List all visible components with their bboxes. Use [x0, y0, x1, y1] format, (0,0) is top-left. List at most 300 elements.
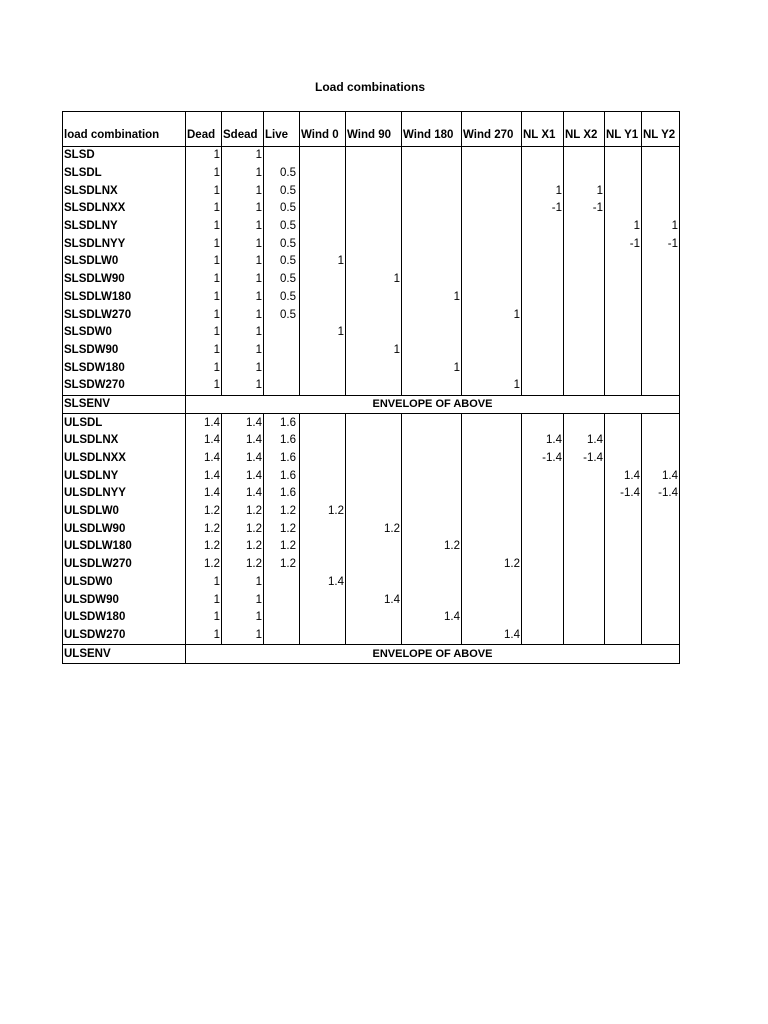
factor-cell: [522, 503, 564, 521]
factor-cell: [300, 591, 346, 609]
factor-cell: [642, 520, 680, 538]
factor-cell: [462, 271, 522, 289]
factor-cell: [522, 591, 564, 609]
table-row: [63, 414, 680, 432]
factor-cell: [402, 627, 462, 645]
factor-cell: 1: [186, 200, 222, 218]
factor-cell: 1: [222, 627, 264, 645]
factor-cell: [462, 450, 522, 468]
factor-cell: [402, 165, 462, 183]
factor-cell: [300, 485, 346, 503]
combination-name: ULSDW270: [63, 627, 186, 645]
factor-cell: 1.6: [264, 432, 300, 450]
column-header: Live: [264, 112, 300, 147]
factor-cell: 1.4: [642, 467, 680, 485]
combination-name: ULSDLNXX: [63, 450, 186, 468]
combination-name: ULSDLNY: [63, 467, 186, 485]
factor-cell: 1: [222, 324, 264, 342]
factor-cell: [605, 253, 642, 271]
factor-cell: [402, 432, 462, 450]
factor-cell: 1: [346, 271, 402, 289]
factor-cell: [564, 467, 605, 485]
factor-cell: [402, 485, 462, 503]
factor-cell: [522, 414, 564, 432]
factor-cell: [564, 503, 605, 521]
factor-cell: [642, 289, 680, 307]
factor-cell: [462, 432, 522, 450]
table-row: [63, 306, 680, 324]
table-row: [63, 218, 680, 236]
column-header: NL Y2: [642, 112, 680, 147]
factor-cell: [564, 147, 605, 165]
factor-cell: [522, 271, 564, 289]
table-row: [63, 253, 680, 271]
factor-cell: 1.6: [264, 414, 300, 432]
factor-cell: 1.2: [402, 538, 462, 556]
factor-cell: [402, 503, 462, 521]
factor-cell: [642, 147, 680, 165]
table-row: [63, 271, 680, 289]
factor-cell: [605, 591, 642, 609]
factor-cell: [522, 165, 564, 183]
factor-cell: [402, 306, 462, 324]
table-row: [63, 538, 680, 556]
factor-cell: [462, 218, 522, 236]
factor-cell: [642, 538, 680, 556]
factor-cell: [264, 324, 300, 342]
factor-cell: [346, 432, 402, 450]
factor-cell: [642, 574, 680, 592]
factor-cell: 1.6: [264, 485, 300, 503]
combination-name: ULSDL: [63, 414, 186, 432]
factor-cell: [462, 485, 522, 503]
factor-cell: [605, 147, 642, 165]
factor-cell: [300, 342, 346, 360]
envelope-row: [63, 395, 680, 414]
column-header: load combination: [63, 112, 186, 147]
factor-cell: [564, 485, 605, 503]
factor-cell: 1: [186, 377, 222, 395]
factor-cell: [642, 200, 680, 218]
factor-cell: [462, 147, 522, 165]
factor-cell: 1.2: [264, 520, 300, 538]
factor-cell: 1: [222, 165, 264, 183]
factor-cell: [642, 359, 680, 377]
factor-cell: 1.4: [186, 450, 222, 468]
table-row: [63, 377, 680, 395]
factor-cell: [300, 200, 346, 218]
table-row: [63, 200, 680, 218]
factor-cell: [522, 306, 564, 324]
factor-cell: [402, 147, 462, 165]
column-header: NL X2: [564, 112, 605, 147]
factor-cell: [300, 289, 346, 307]
factor-cell: [264, 147, 300, 165]
factor-cell: [346, 306, 402, 324]
factor-cell: [264, 574, 300, 592]
header-row: [63, 112, 680, 147]
factor-cell: 1: [222, 200, 264, 218]
factor-cell: -1.4: [522, 450, 564, 468]
factor-cell: [564, 218, 605, 236]
factor-cell: 1: [564, 182, 605, 200]
table-row: [63, 359, 680, 377]
combination-name: SLSDLW0: [63, 253, 186, 271]
factor-cell: [402, 414, 462, 432]
column-header: Sdead: [222, 112, 264, 147]
combination-name: SLSDLW90: [63, 271, 186, 289]
factor-cell: 1: [300, 324, 346, 342]
combination-name: SLSDLNX: [63, 182, 186, 200]
factor-cell: [605, 165, 642, 183]
factor-cell: [346, 218, 402, 236]
factor-cell: -1.4: [642, 485, 680, 503]
table-row: [63, 289, 680, 307]
factor-cell: 1.2: [346, 520, 402, 538]
factor-cell: 0.5: [264, 289, 300, 307]
factor-cell: 1: [522, 182, 564, 200]
factor-cell: [642, 627, 680, 645]
factor-cell: [522, 342, 564, 360]
factor-cell: 1: [186, 609, 222, 627]
factor-cell: [462, 574, 522, 592]
factor-cell: [346, 467, 402, 485]
factor-cell: [462, 253, 522, 271]
factor-cell: [642, 556, 680, 574]
factor-cell: [522, 538, 564, 556]
factor-cell: 1: [222, 342, 264, 360]
factor-cell: [346, 450, 402, 468]
factor-cell: 1.2: [264, 556, 300, 574]
factor-cell: [564, 271, 605, 289]
combination-name: ULSDW0: [63, 574, 186, 592]
combination-name: ULSDLNX: [63, 432, 186, 450]
factor-cell: 1.2: [186, 556, 222, 574]
factor-cell: [300, 147, 346, 165]
factor-cell: [605, 342, 642, 360]
table-row: [63, 609, 680, 627]
factor-cell: 1: [462, 306, 522, 324]
factor-cell: [462, 342, 522, 360]
factor-cell: 1: [402, 359, 462, 377]
factor-cell: [605, 182, 642, 200]
factor-cell: 1.2: [186, 520, 222, 538]
factor-cell: [462, 200, 522, 218]
column-header: Wind 270: [462, 112, 522, 147]
factor-cell: [564, 574, 605, 592]
combination-name: SLSDW0: [63, 324, 186, 342]
combination-name: SLSDLNYY: [63, 235, 186, 253]
factor-cell: [462, 289, 522, 307]
factor-cell: [462, 414, 522, 432]
factor-cell: [564, 556, 605, 574]
factor-cell: 0.5: [264, 165, 300, 183]
combination-name: SLSDL: [63, 165, 186, 183]
factor-cell: [462, 591, 522, 609]
table-row: [63, 324, 680, 342]
factor-cell: [346, 165, 402, 183]
factor-cell: [522, 377, 564, 395]
factor-cell: [642, 324, 680, 342]
factor-cell: 1: [186, 165, 222, 183]
factor-cell: [522, 627, 564, 645]
factor-cell: 1: [605, 218, 642, 236]
factor-cell: 1.4: [186, 414, 222, 432]
factor-cell: [462, 520, 522, 538]
factor-cell: [300, 467, 346, 485]
factor-cell: [605, 306, 642, 324]
factor-cell: [462, 324, 522, 342]
factor-cell: [402, 556, 462, 574]
factor-cell: 1: [222, 235, 264, 253]
factor-cell: [605, 200, 642, 218]
factor-cell: 1.4: [402, 609, 462, 627]
factor-cell: -1.4: [605, 485, 642, 503]
factor-cell: [346, 200, 402, 218]
factor-cell: 1: [462, 377, 522, 395]
factor-cell: 1.4: [222, 450, 264, 468]
factor-cell: [642, 182, 680, 200]
column-header: Wind 90: [346, 112, 402, 147]
factor-cell: [346, 289, 402, 307]
factor-cell: 1: [186, 271, 222, 289]
factor-cell: 1: [222, 591, 264, 609]
factor-cell: 1: [186, 574, 222, 592]
table-row: [63, 432, 680, 450]
factor-cell: [346, 182, 402, 200]
factor-cell: 1.2: [264, 538, 300, 556]
factor-cell: [402, 574, 462, 592]
factor-cell: 1: [186, 218, 222, 236]
factor-cell: [402, 200, 462, 218]
factor-cell: [522, 289, 564, 307]
factor-cell: [605, 414, 642, 432]
column-header: NL X1: [522, 112, 564, 147]
table-row: [63, 147, 680, 165]
factor-cell: [402, 377, 462, 395]
factor-cell: [402, 342, 462, 360]
factor-cell: 1.2: [264, 503, 300, 521]
factor-cell: [564, 253, 605, 271]
factor-cell: 1.2: [222, 520, 264, 538]
factor-cell: [346, 414, 402, 432]
factor-cell: 1: [186, 289, 222, 307]
factor-cell: -1: [642, 235, 680, 253]
factor-cell: 1: [186, 235, 222, 253]
factor-cell: 1.2: [186, 538, 222, 556]
factor-cell: [300, 450, 346, 468]
factor-cell: 1: [186, 342, 222, 360]
combination-name: SLSENV: [63, 395, 186, 414]
factor-cell: [462, 538, 522, 556]
factor-cell: [300, 377, 346, 395]
table-row: [63, 467, 680, 485]
factor-cell: [642, 414, 680, 432]
column-header: Dead: [186, 112, 222, 147]
factor-cell: 1.4: [462, 627, 522, 645]
factor-cell: [605, 271, 642, 289]
factor-cell: [462, 503, 522, 521]
table-row: [63, 165, 680, 183]
factor-cell: [605, 520, 642, 538]
factor-cell: [522, 359, 564, 377]
factor-cell: [522, 324, 564, 342]
table-row: [63, 503, 680, 521]
factor-cell: 1.4: [522, 432, 564, 450]
factor-cell: [346, 574, 402, 592]
table-row: [63, 182, 680, 200]
factor-cell: [300, 359, 346, 377]
table-row: [63, 235, 680, 253]
factor-cell: 1.4: [222, 485, 264, 503]
factor-cell: [264, 591, 300, 609]
factor-cell: -1: [522, 200, 564, 218]
combination-name: SLSDW90: [63, 342, 186, 360]
factor-cell: [300, 218, 346, 236]
factor-cell: 1: [186, 306, 222, 324]
factor-cell: [605, 289, 642, 307]
factor-cell: [346, 377, 402, 395]
factor-cell: [264, 342, 300, 360]
factor-cell: [264, 377, 300, 395]
factor-cell: 1: [222, 609, 264, 627]
factor-cell: [522, 253, 564, 271]
factor-cell: 1.2: [462, 556, 522, 574]
combination-name: ULSDW180: [63, 609, 186, 627]
column-header: NL Y1: [605, 112, 642, 147]
combination-name: ULSDLNYY: [63, 485, 186, 503]
factor-cell: [605, 377, 642, 395]
factor-cell: [300, 165, 346, 183]
factor-cell: 1: [222, 253, 264, 271]
factor-cell: [564, 165, 605, 183]
combination-name: ULSDLW270: [63, 556, 186, 574]
factor-cell: [300, 627, 346, 645]
factor-cell: [605, 432, 642, 450]
factor-cell: [522, 218, 564, 236]
factor-cell: 1: [186, 253, 222, 271]
factor-cell: [642, 450, 680, 468]
factor-cell: [346, 147, 402, 165]
factor-cell: [522, 147, 564, 165]
table-row: [63, 591, 680, 609]
table-row: [63, 342, 680, 360]
factor-cell: [264, 359, 300, 377]
factor-cell: [564, 377, 605, 395]
combination-name: SLSDW180: [63, 359, 186, 377]
factor-cell: [402, 520, 462, 538]
factor-cell: [642, 503, 680, 521]
factor-cell: [462, 165, 522, 183]
factor-cell: 1: [222, 359, 264, 377]
factor-cell: [300, 609, 346, 627]
factor-cell: 1: [186, 182, 222, 200]
factor-cell: [605, 538, 642, 556]
envelope-label: ENVELOPE OF ABOVE: [186, 395, 680, 414]
load-combinations-table: [62, 111, 680, 664]
factor-cell: 0.5: [264, 218, 300, 236]
factor-cell: 1.6: [264, 467, 300, 485]
factor-cell: [522, 235, 564, 253]
factor-cell: [300, 306, 346, 324]
factor-cell: [564, 324, 605, 342]
table-body: [63, 112, 680, 664]
factor-cell: 1: [186, 591, 222, 609]
factor-cell: [346, 609, 402, 627]
table-row: [63, 627, 680, 645]
combination-name: SLSDLNY: [63, 218, 186, 236]
factor-cell: [605, 450, 642, 468]
factor-cell: 1.4: [222, 414, 264, 432]
factor-cell: 1.2: [300, 503, 346, 521]
combination-name: SLSDLW270: [63, 306, 186, 324]
combination-name: SLSDW270: [63, 377, 186, 395]
factor-cell: 0.5: [264, 200, 300, 218]
table-row: [63, 450, 680, 468]
factor-cell: [642, 432, 680, 450]
factor-cell: 1.6: [264, 450, 300, 468]
factor-cell: [605, 556, 642, 574]
factor-cell: [402, 182, 462, 200]
factor-cell: [642, 165, 680, 183]
factor-cell: [522, 574, 564, 592]
factor-cell: 1: [222, 574, 264, 592]
factor-cell: 0.5: [264, 235, 300, 253]
factor-cell: -1: [605, 235, 642, 253]
factor-cell: [564, 342, 605, 360]
factor-cell: [300, 271, 346, 289]
combination-name: ULSDW90: [63, 591, 186, 609]
factor-cell: [264, 627, 300, 645]
factor-cell: 1: [186, 627, 222, 645]
factor-cell: 1: [222, 289, 264, 307]
factor-cell: [462, 609, 522, 627]
factor-cell: 1.4: [222, 432, 264, 450]
column-header: Wind 180: [402, 112, 462, 147]
factor-cell: [605, 627, 642, 645]
factor-cell: [522, 467, 564, 485]
factor-cell: [264, 609, 300, 627]
factor-cell: [402, 467, 462, 485]
factor-cell: 1.4: [605, 467, 642, 485]
factor-cell: [564, 591, 605, 609]
factor-cell: 1: [222, 147, 264, 165]
factor-cell: [346, 485, 402, 503]
factor-cell: -1.4: [564, 450, 605, 468]
factor-cell: 1.2: [186, 503, 222, 521]
envelope-row: [63, 645, 680, 664]
factor-cell: [564, 289, 605, 307]
factor-cell: [402, 218, 462, 236]
factor-cell: [522, 520, 564, 538]
combination-name: SLSDLNXX: [63, 200, 186, 218]
factor-cell: 1.2: [222, 538, 264, 556]
factor-cell: 0.5: [264, 306, 300, 324]
factor-cell: [642, 342, 680, 360]
factor-cell: [346, 235, 402, 253]
factor-cell: [642, 591, 680, 609]
factor-cell: 1: [222, 218, 264, 236]
factor-cell: [402, 235, 462, 253]
table-row: [63, 485, 680, 503]
factor-cell: [564, 359, 605, 377]
factor-cell: [605, 359, 642, 377]
factor-cell: [522, 609, 564, 627]
factor-cell: [642, 306, 680, 324]
factor-cell: [402, 271, 462, 289]
factor-cell: 1.2: [222, 503, 264, 521]
factor-cell: [300, 538, 346, 556]
